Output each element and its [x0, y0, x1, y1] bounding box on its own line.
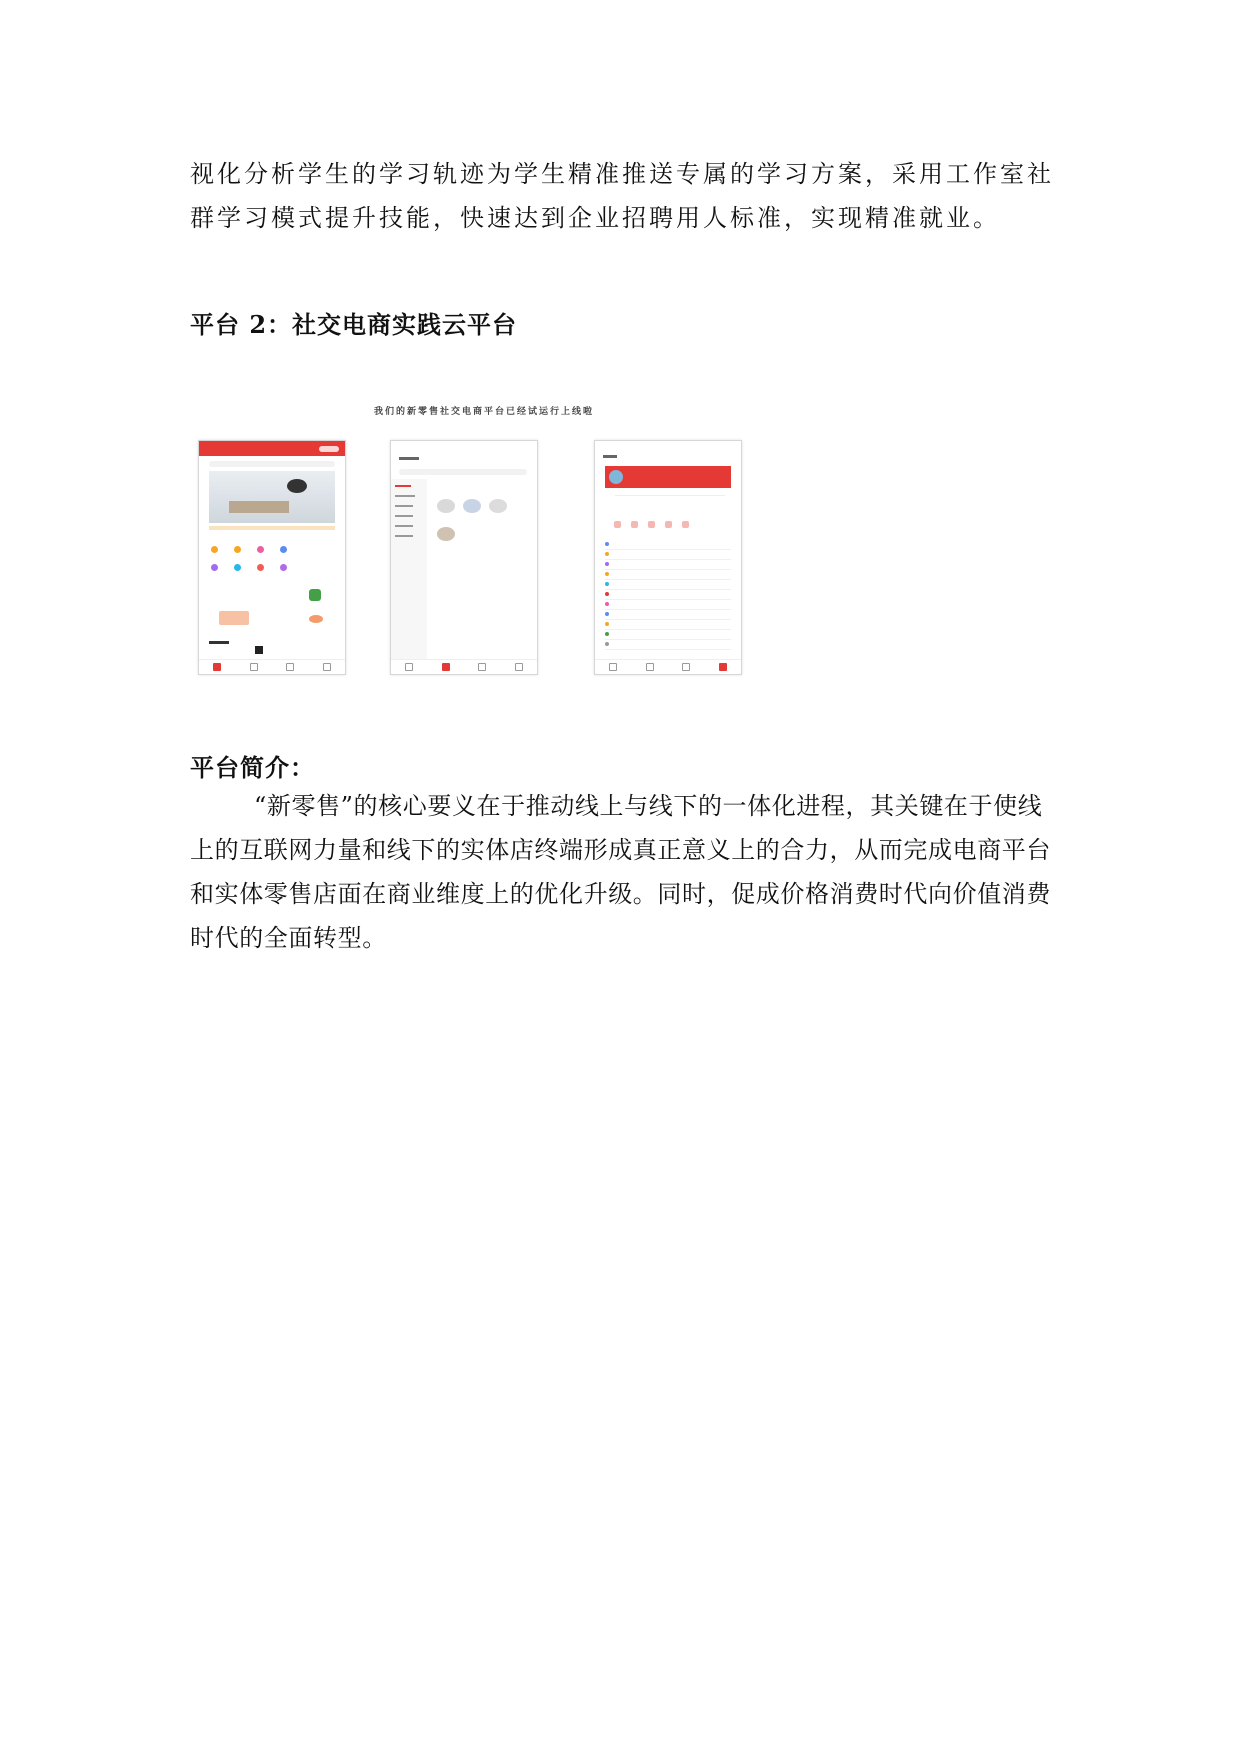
- cart-icon: [478, 663, 486, 671]
- bottom-nav: [391, 659, 537, 674]
- avatar: [609, 470, 623, 484]
- user-icon: [719, 663, 727, 671]
- category-icon: [250, 663, 258, 671]
- cart-icon: [682, 663, 690, 671]
- cart-icon: [286, 663, 294, 671]
- home-icon: [213, 663, 221, 671]
- figure-caption: 我们的新零售社交电商平台已经试运行上线啦: [374, 407, 595, 417]
- bottom-nav: [595, 659, 741, 674]
- profile-header: [605, 466, 731, 488]
- intro-body: [190, 784, 1060, 960]
- intro-heading: 平台简介：: [190, 753, 315, 782]
- category-icon: [442, 663, 450, 671]
- search-box: [209, 461, 335, 467]
- app-header-bar: [199, 441, 345, 456]
- user-icon: [515, 663, 523, 671]
- search-box: [399, 469, 527, 475]
- bottom-nav: [199, 659, 345, 674]
- home-icon: [405, 663, 413, 671]
- phone-screenshot-profile: [594, 440, 742, 675]
- home-icon: [609, 663, 617, 671]
- phone-screenshot-category: [390, 440, 538, 675]
- category-icon: [646, 663, 654, 671]
- category-sidebar: [391, 479, 427, 659]
- platform-heading: 平台 2：社交电商实践云平台: [190, 310, 518, 339]
- intro-body-text: “新零售”的核心要义在于推动线上与线下的一体化进程，其关键在于使线上的互联网力量和线下的实体店终端形成真正意义上的合力，从而完成电商平台和实体零售店面在商业维度上的优化升级。同时，促成价格消费时代向价值消费时代的全面转型。: [190, 792, 1051, 952]
- phone-screenshot-home: [198, 440, 346, 675]
- category-icons: [203, 538, 343, 557]
- user-icon: [323, 663, 331, 671]
- banner-image: [209, 471, 335, 523]
- intro-paragraph: 视化分析学生的学习轨迹为学生精准推送专属的学习方案，采用工作室社群学习模式提升技能，快速达到企业招聘用人标准，实现精准就业。: [190, 160, 1054, 232]
